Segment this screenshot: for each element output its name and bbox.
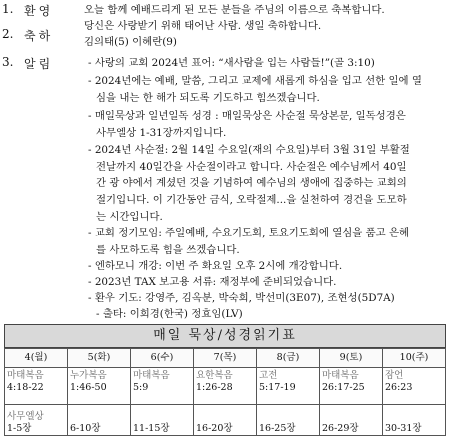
reading-cell: 30-31장 — [383, 405, 446, 436]
meditation-book: 마태복음 — [133, 370, 170, 381]
meditation-cell — [320, 368, 383, 405]
reading-table-title: 매일 묵상/성경읽기표 — [4, 324, 446, 348]
section-title-welcome: 환영 — [24, 4, 54, 18]
section-title-notices: 알림 — [24, 57, 54, 71]
meditation-book: 고전 — [259, 370, 278, 381]
meditation-book: 요한복음 — [196, 370, 233, 381]
day-header: 8(금) — [257, 349, 320, 368]
reading-cell: 26-29장 — [320, 405, 383, 436]
section-number: 3. — [2, 55, 14, 69]
reading-cell: 16-25장 — [257, 405, 320, 436]
meditation-ref: 1:26-28 — [196, 382, 233, 393]
notice-line: - 사랑의 교회 2024년 표어: “새사람을 입는 사람들!”(골 3:10) — [88, 57, 375, 69]
reading-schedule — [4, 324, 446, 436]
reading-cell — [5, 405, 68, 436]
meditation-cell — [194, 368, 257, 405]
notice-line: 절기입니다. 이 기간동안 금식, 오락절제...을 실천하여 경건을 도모하 — [96, 194, 407, 206]
notice-line: 를 사모하도록 힘을 쓰겠습니다. — [96, 244, 240, 256]
reading-cell: 6-10장 — [68, 405, 131, 436]
day-header: 7(목) — [194, 349, 257, 368]
section-number: 2. — [2, 27, 14, 41]
table-header-row — [5, 349, 446, 368]
meditation-ref: 1:46-50 — [70, 382, 107, 393]
day-header: 4(월) — [5, 349, 68, 368]
day-header: 9(토) — [320, 349, 383, 368]
meditation-ref: 5:9 — [133, 382, 149, 393]
meditation-book: 마태복음 — [7, 370, 44, 381]
notice-line: - 출타: 이희경(한국) 정효임(LV) — [96, 308, 243, 320]
notice-line: - 2024년 사순절: 2월 14일 수요일(재의 수요일)부터 3월 31일 부활절 — [88, 144, 410, 156]
reading-table — [4, 348, 446, 436]
meditation-ref: 26:23 — [385, 382, 413, 393]
meditation-cell — [131, 368, 194, 405]
notice-line: 사무엘상 1-31장까지입니다. — [96, 127, 227, 139]
notice-line: - 엔하모니 개강: 이번 주 화요일 오후 2시에 개강합니다. — [88, 260, 343, 272]
notice-line: - 2024년에는 예배, 말씀, 그리고 교제에 새롭게 하심을 입고 선한 일에 열 — [88, 75, 422, 87]
meditation-row — [5, 368, 446, 405]
meditation-ref: 4:18-22 — [7, 382, 44, 393]
reading-row — [5, 405, 446, 436]
section-title-congrats: 축하 — [24, 29, 54, 43]
meditation-cell — [68, 368, 131, 405]
section-number: 1. — [2, 2, 14, 16]
day-header: 5(화) — [68, 349, 131, 368]
meditation-book: 누가복음 — [70, 370, 107, 381]
day-header: 10(주) — [383, 349, 446, 368]
meditation-cell — [5, 368, 68, 405]
notice-line: 전날까지 40일간을 사순절이라고 합니다. 사순절은 예수님께서 40일 — [96, 161, 407, 173]
reading-cell: 16-20장 — [194, 405, 257, 436]
welcome-text: 오늘 함께 예배드리게 된 모든 분들을 주님의 이름으로 축복합니다. — [84, 4, 385, 16]
reading-range: 1-5장 — [7, 423, 32, 434]
reading-cell: 11-15장 — [131, 405, 194, 436]
congrats-text: 당신은 사랑받기 위해 태어난 사람. 생일 축하합니다. — [84, 20, 322, 32]
birthday-names: 김의태(5) 이혜란(9) — [84, 36, 177, 48]
day-header: 6(수) — [131, 349, 194, 368]
meditation-book: 잠언 — [385, 370, 404, 381]
meditation-ref: 5:17-19 — [259, 382, 296, 393]
meditation-book: 마태복음 — [322, 370, 359, 381]
meditation-ref: 26:17-25 — [322, 382, 365, 393]
notice-line: 는 시간입니다. — [96, 211, 163, 223]
notice-line: - 환우 기도: 강영주, 김옥분, 박숙희, 박선미(3E07), 조현성(5D7A) — [88, 292, 395, 304]
notice-line: 간 광 야에서 계셨던 것을 기념하여 예수님의 생애에 집중하는 교회의 — [96, 177, 407, 189]
notice-line: 심을 내는 한 해가 되도록 기도하고 힘쓰겠습니다. — [96, 92, 320, 104]
reading-book: 사무엘상 — [7, 411, 44, 422]
notice-line: - 교회 정기모임: 주일예배, 수요기도회, 토요기도회에 열심을 품고 은혜 — [88, 227, 410, 239]
notice-line: - 2023년 TAX 보고용 서류: 재정부에 준비되었습니다. — [88, 276, 337, 288]
meditation-cell — [257, 368, 320, 405]
notice-line: - 매일묵상과 일년일독 성경 : 매일묵상은 사순절 묵상본문, 일독성경은 — [88, 110, 406, 122]
meditation-cell — [383, 368, 446, 405]
